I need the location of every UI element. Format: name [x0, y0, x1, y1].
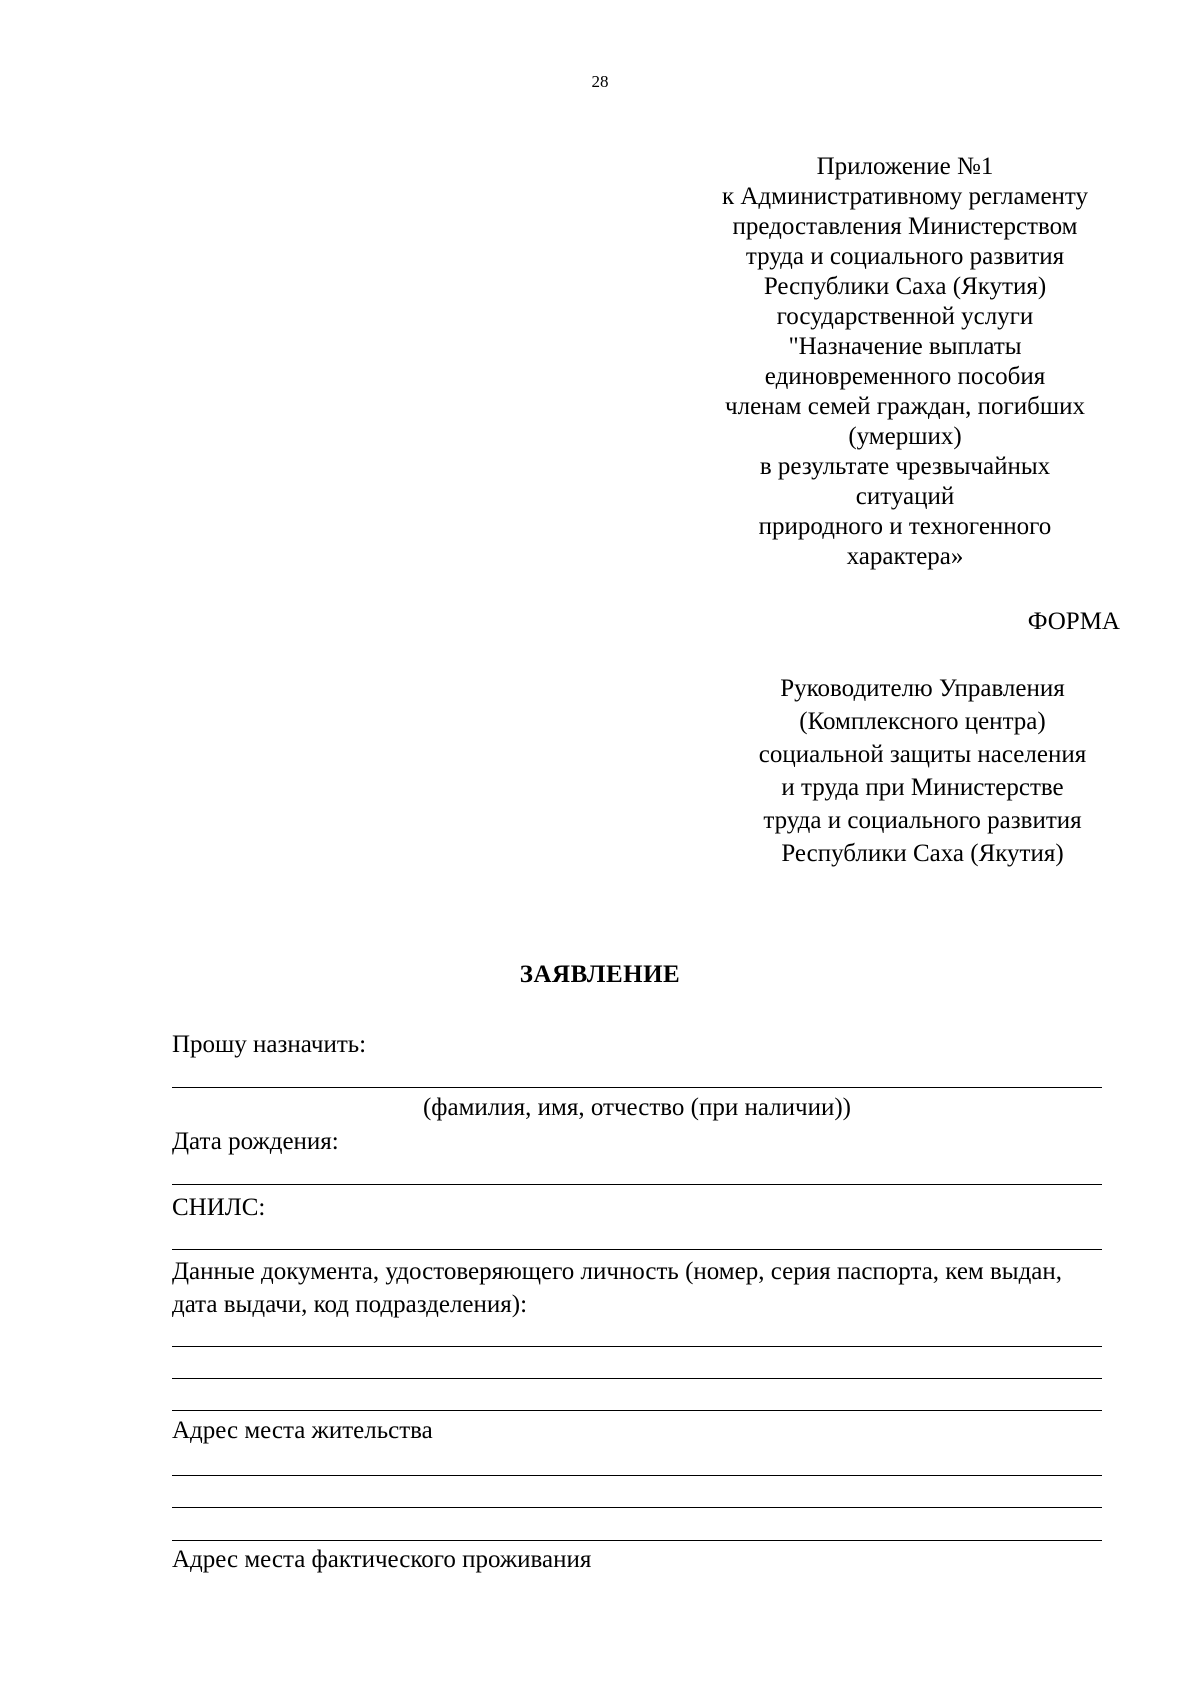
identity-doc-fill-line[interactable]	[172, 1346, 1102, 1347]
page-number: 28	[591, 72, 609, 91]
snils-label: СНИЛС:	[172, 1194, 266, 1221]
appendix-line: характера»	[846, 543, 964, 570]
appendix-line: предоставления Министерством	[732, 213, 1078, 240]
document-title: ЗАЯВЛЕНИЕ	[519, 961, 681, 988]
addressee-line: труда и социального развития	[763, 807, 1082, 834]
addressee-line: Руководителю Управления	[780, 675, 1065, 702]
appendix-line: Приложение №1	[816, 153, 994, 180]
addressee-line: Республики Саха (Якутия)	[781, 840, 1064, 867]
identity-doc-label: Данные документа, удостоверяющего личность (номер, серия паспорта, кем выдан, дата выдачи, код подразделения):	[172, 1258, 1063, 1318]
residence-address-fill-line[interactable]	[172, 1475, 1102, 1476]
appendix-line: (умерших)	[848, 423, 962, 450]
residence-address-fill-line[interactable]	[172, 1540, 1102, 1541]
request-label: Прошу назначить:	[172, 1031, 367, 1058]
birth-date-label: Дата рождения:	[172, 1128, 339, 1155]
identity-doc-fill-line[interactable]	[172, 1378, 1102, 1379]
addressee-block	[725, 672, 1120, 870]
appendix-line: единовременного пособия	[764, 363, 1046, 390]
appendix-line: членам семей граждан, погибших	[725, 393, 1085, 420]
appendix-line: Республики Саха (Якутия)	[763, 273, 1047, 300]
addressee-line: (Комплексного центра)	[799, 708, 1046, 735]
name-caption: (фамилия, имя, отчество (при наличии))	[422, 1094, 852, 1121]
appendix-line: в результате чрезвычайных	[759, 453, 1051, 480]
birth-date-fill-line[interactable]	[172, 1184, 1102, 1185]
addressee-line: социальной защиты населения	[758, 741, 1087, 768]
snils-fill-line[interactable]	[172, 1249, 1102, 1250]
residence-address-fill-line[interactable]	[172, 1507, 1102, 1508]
actual-address-label: Адрес места фактического проживания	[172, 1546, 592, 1573]
appendix-line: "Назначение выплаты	[788, 333, 1022, 360]
appendix-line: к Административному регламенту	[721, 183, 1089, 210]
name-fill-line[interactable]	[172, 1087, 1102, 1088]
residence-address-label: Адрес места жительства	[172, 1417, 433, 1444]
appendix-line: государственной услуги	[776, 303, 1034, 330]
identity-doc-fill-line[interactable]	[172, 1410, 1102, 1411]
appendix-header	[690, 152, 1120, 572]
appendix-line: ситуаций	[855, 483, 955, 510]
addressee-line: и труда при Министерстве	[781, 774, 1064, 801]
form-label: ФОРМА	[1027, 608, 1120, 635]
appendix-line: труда и социального развития	[745, 243, 1065, 270]
appendix-line: природного и техногенного	[758, 513, 1052, 540]
